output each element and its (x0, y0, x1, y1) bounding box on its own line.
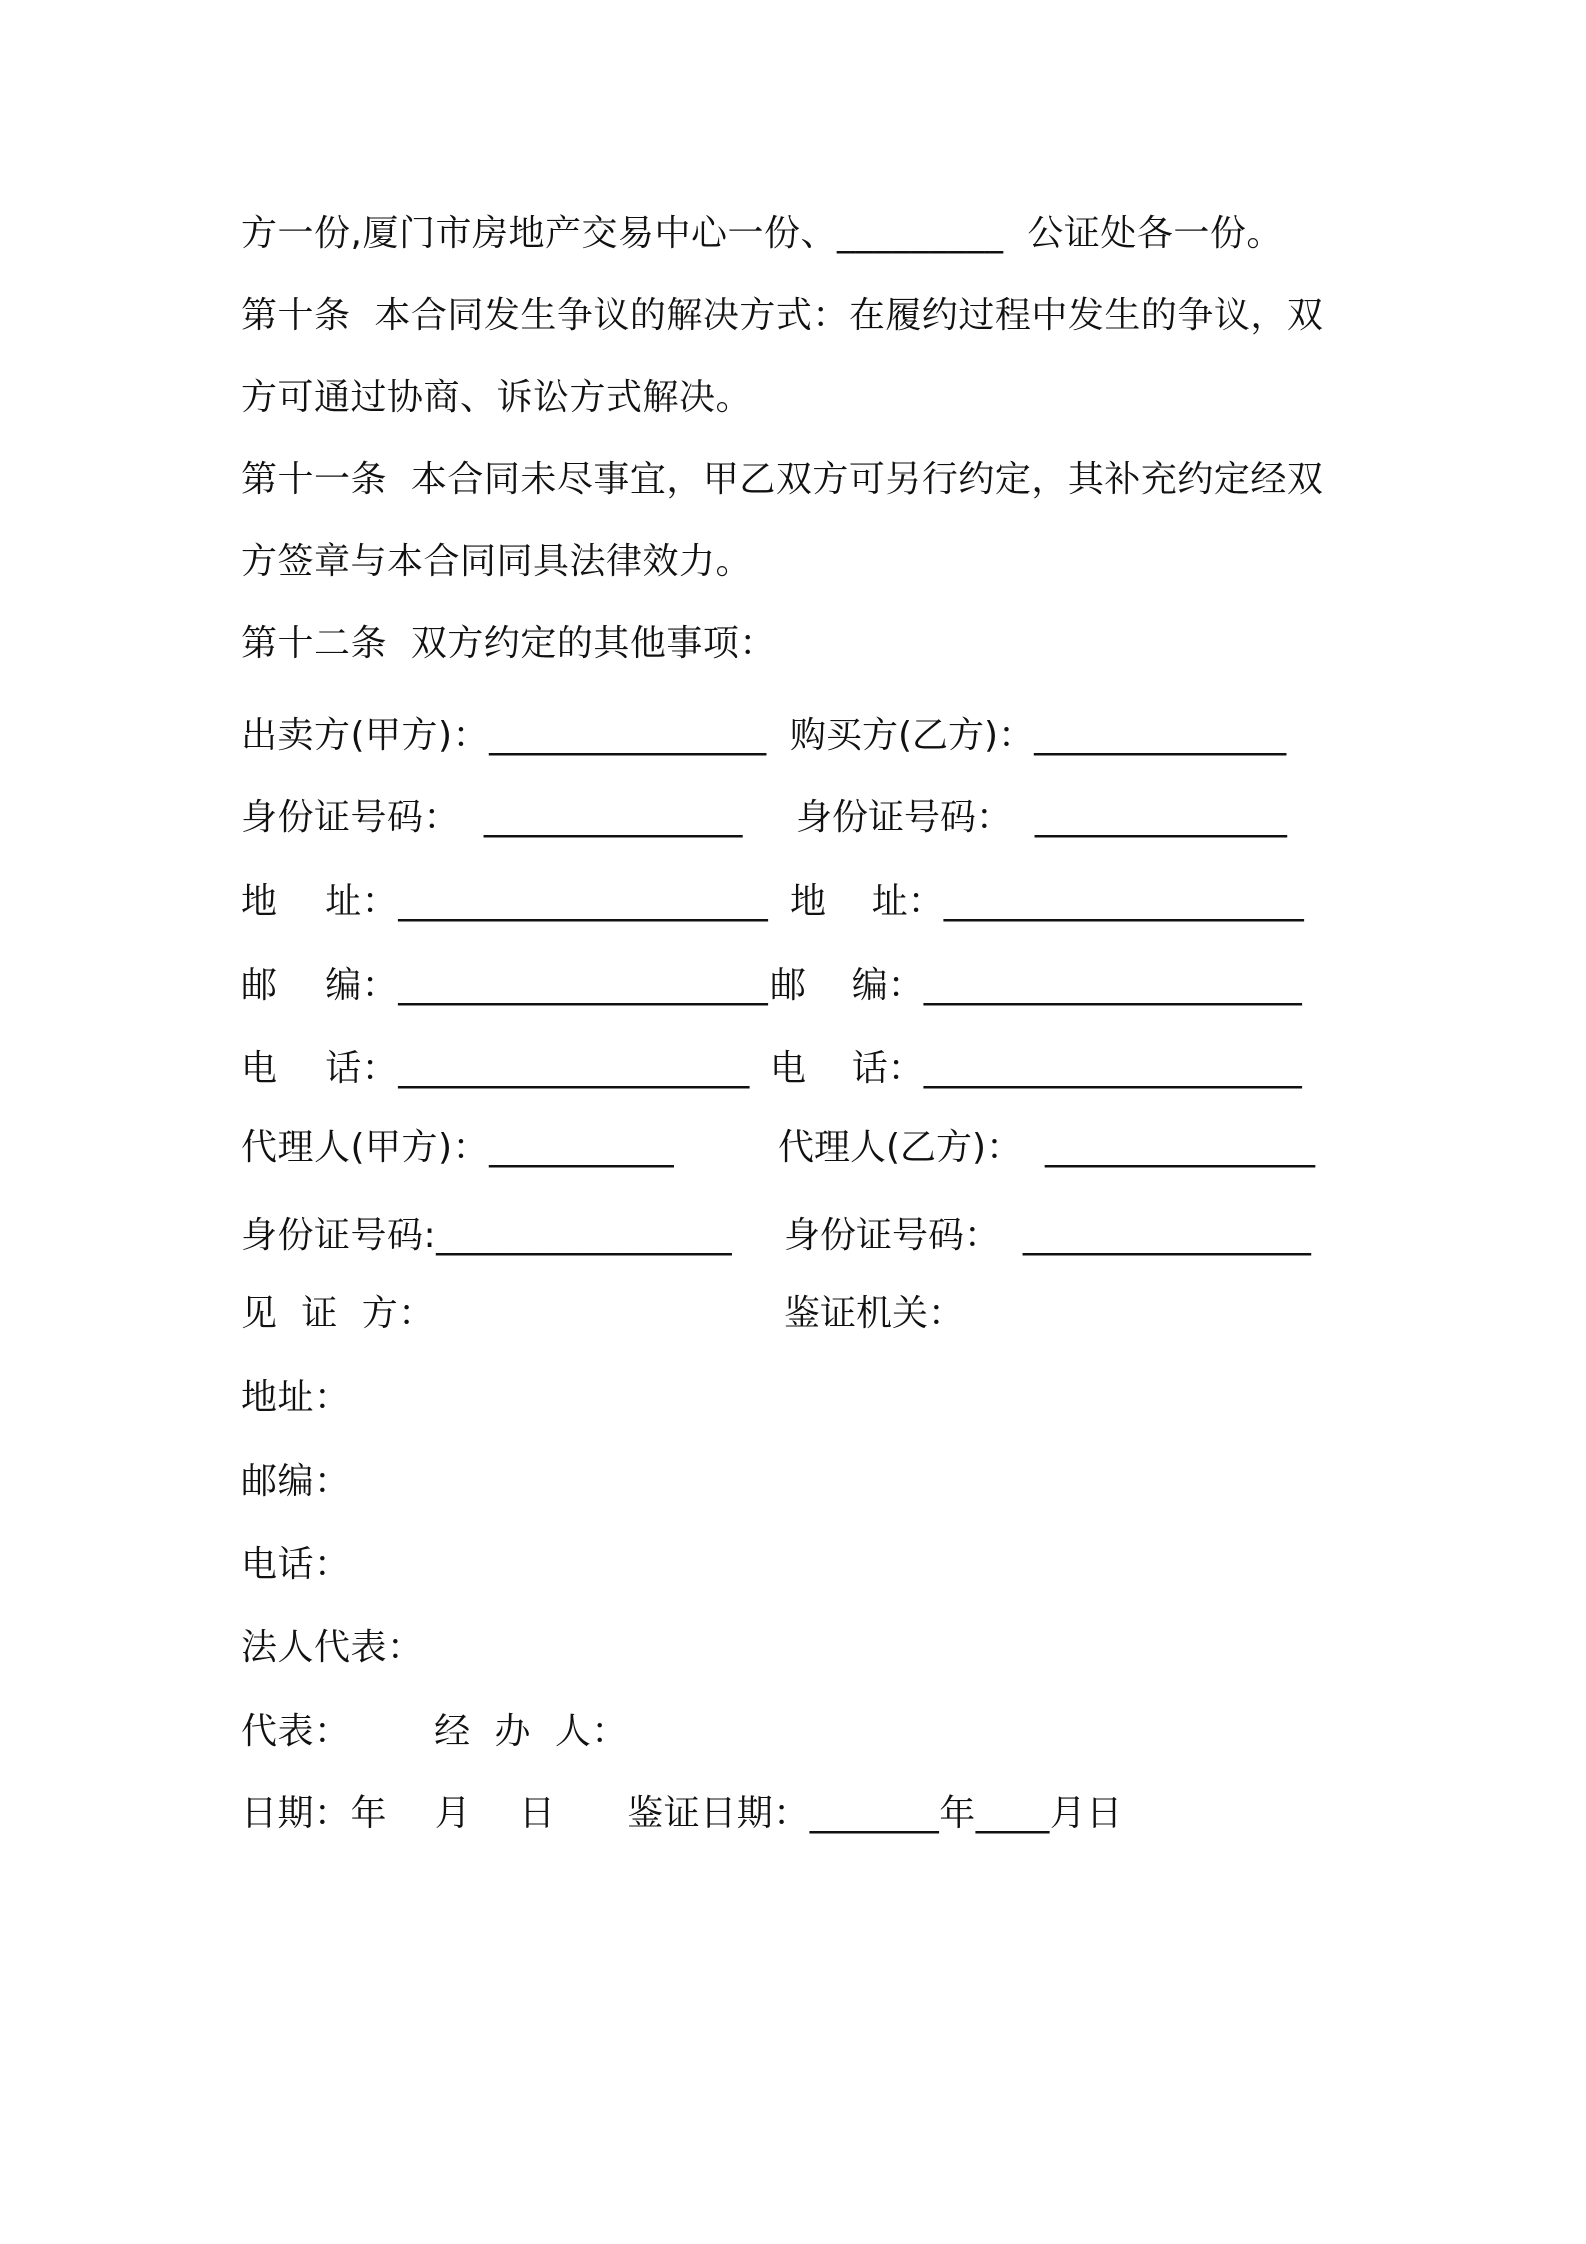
legal-rep-label: 法人代表： (241, 1627, 424, 1668)
seller-id-field: 身份证号码： ______________ (241, 797, 743, 838)
paragraph-copies: 方一份,厦门市房地产交易中心一份、_________ 公证处各一份。 (241, 213, 1283, 254)
notary-org-label: 鉴证机关： (784, 1293, 965, 1334)
buyer-zip-field: 邮 编：_____________________ (770, 965, 1302, 1006)
witness-phone-label: 电话： (241, 1544, 351, 1585)
article-12: 第十二条 双方约定的其他事项： (241, 623, 776, 664)
witness-zip-label: 邮编： (241, 1461, 351, 1502)
seller-phone-field: 电 话：___________________ (241, 1048, 750, 1089)
buyer-phone-field: 电 话：_____________________ (770, 1048, 1302, 1089)
buyer-agent-id-field: 身份证号码： ________________ (784, 1215, 1311, 1256)
seller-zip-field: 邮 编：____________________ (241, 965, 769, 1006)
article-11-line-1: 第十一条 本合同未尽事宜，甲乙双方可另行约定，其补充约定经双 (241, 459, 1324, 500)
seller-address-field: 地 址：____________________ (241, 881, 769, 922)
buyer-address-field: 地 址：____________________ (790, 881, 1304, 922)
buyer-field: 购买方(乙方)：______________ (790, 715, 1287, 756)
buyer-id-field: 身份证号码： ______________ (796, 797, 1287, 838)
seller-agent-field: 代理人(甲方)：__________ (241, 1127, 675, 1168)
seller-agent-id-field: 身份证号码:________________ (241, 1215, 733, 1256)
article-10-line-1: 第十条 本合同发生争议的解决方式：在履约过程中发生的争议，双 (241, 295, 1324, 336)
rep-handler-label: 代表： 经 办 人： (241, 1711, 628, 1752)
seller-field: 出卖方(甲方)：_______________ (241, 715, 767, 756)
buyer-agent-field: 代理人(乙方)： _______________ (778, 1127, 1315, 1168)
witness-label: 见 证 方： (241, 1293, 435, 1334)
article-11-line-2: 方签章与本合同同具法律效力。 (241, 541, 753, 582)
article-10-line-2: 方可通过协商、诉讼方式解决。 (241, 377, 753, 418)
dates-line: 日期：年 月 日 鉴证日期：_______年____月日 (241, 1793, 1123, 1834)
witness-address-label: 地址： (241, 1377, 351, 1418)
